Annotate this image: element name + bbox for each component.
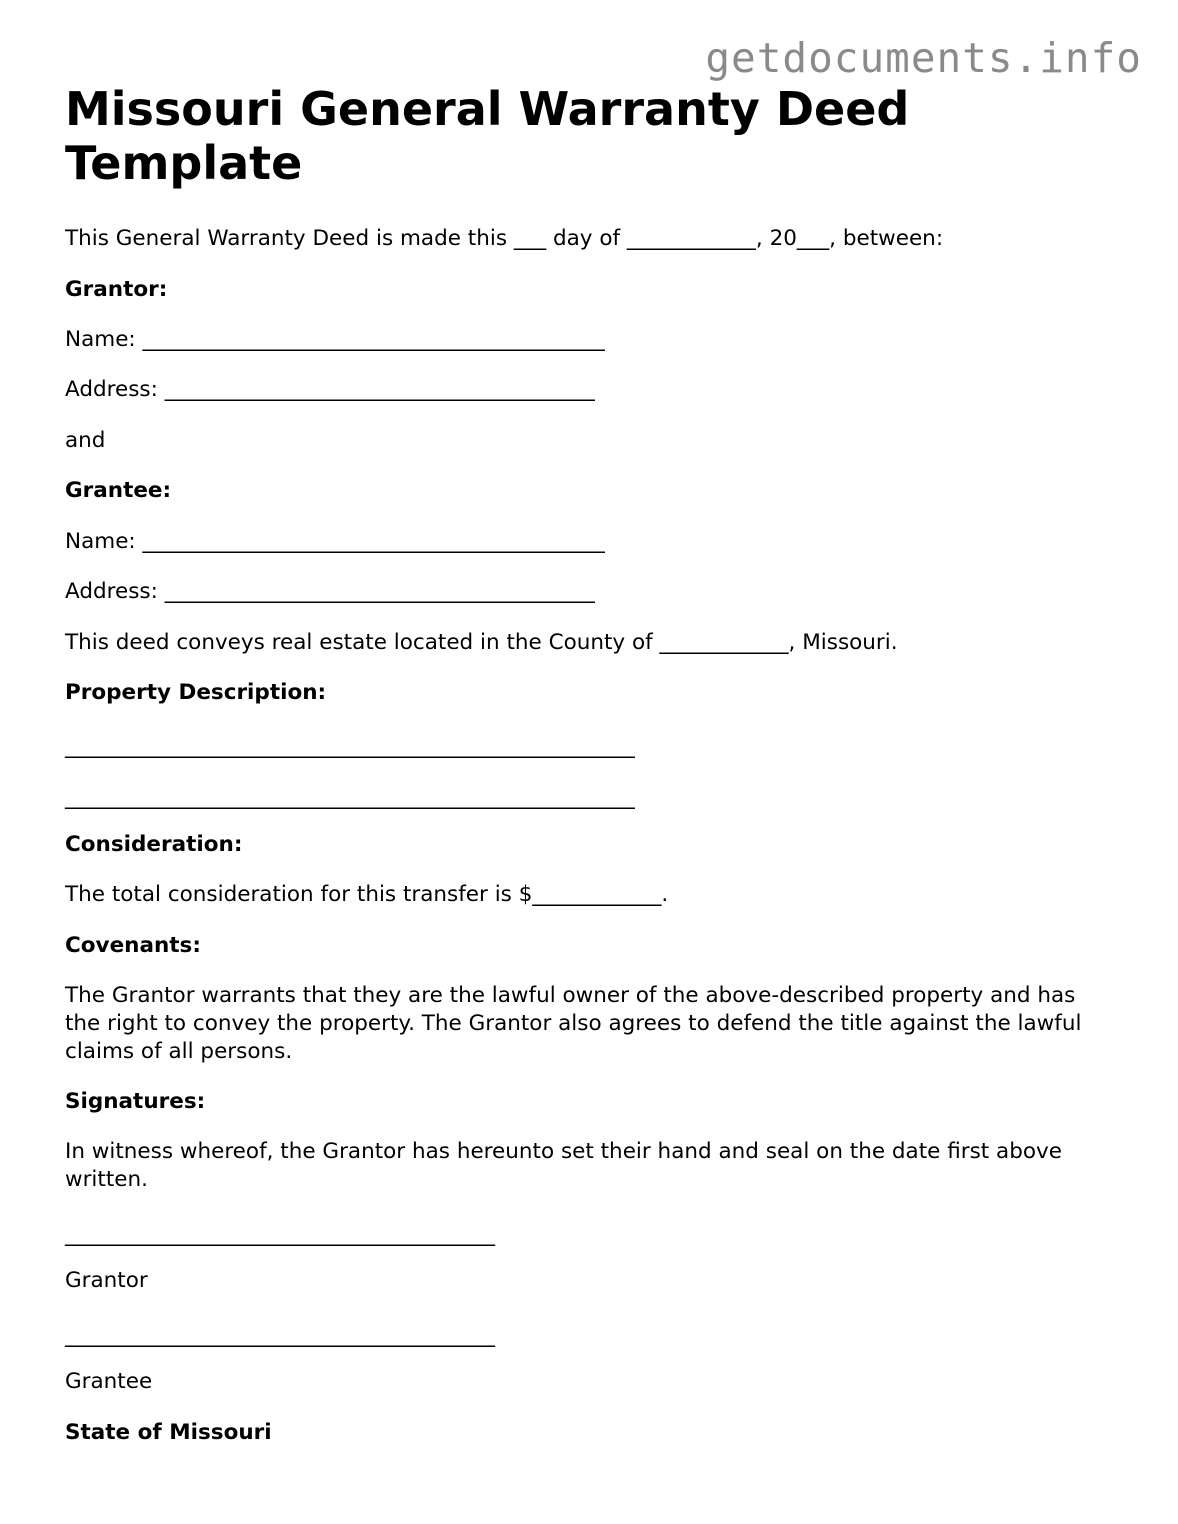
page-title: Missouri General Warranty Deed Template bbox=[65, 82, 910, 190]
intro-text: This General Warranty Deed is made this ___ day of ____________, 20___, between: bbox=[65, 226, 944, 251]
grantor-address-line: Address: ________________________________________ bbox=[65, 377, 595, 402]
grantee-heading: Grantee: bbox=[65, 478, 172, 503]
grantee-signature-label: Grantee bbox=[65, 1369, 153, 1394]
county-line: This deed conveys real estate located in the County of ____________, Missouri. bbox=[65, 630, 898, 655]
property-description-blank-1: _____________________________________________________ bbox=[65, 734, 635, 759]
property-description-heading: Property Description: bbox=[65, 680, 327, 705]
grantee-signature-line: ________________________________________ bbox=[65, 1323, 495, 1348]
consideration-text: The total consideration for this transfer is $____________. bbox=[65, 882, 669, 907]
grantor-signature-label: Grantor bbox=[65, 1268, 148, 1293]
grantor-signature-line: ________________________________________ bbox=[65, 1222, 495, 1247]
signatures-text: In witness whereof, the Grantor has hereunto set their hand and seal on the date first above written. bbox=[65, 1139, 1062, 1192]
grantee-name-line: Name: ___________________________________________ bbox=[65, 529, 605, 554]
grantee-address-line: Address: ________________________________________ bbox=[65, 579, 595, 604]
and-text: and bbox=[65, 428, 106, 453]
signatures-heading: Signatures: bbox=[65, 1089, 206, 1114]
grantor-name-line: Name: ___________________________________________ bbox=[65, 327, 605, 352]
watermark: getdocuments.info bbox=[705, 34, 1142, 82]
covenants-text: The Grantor warrants that they are the lawful owner of the above-described property and has the right to convey the property. The Grantor also agrees to defend the title against the lawful claims of all persons. bbox=[65, 983, 1082, 1064]
property-description-blank-2: _____________________________________________________ bbox=[65, 785, 635, 810]
covenants-heading: Covenants: bbox=[65, 933, 201, 958]
grantor-heading: Grantor: bbox=[65, 277, 168, 302]
consideration-heading: Consideration: bbox=[65, 832, 243, 857]
state-heading: State of Missouri bbox=[65, 1420, 272, 1445]
